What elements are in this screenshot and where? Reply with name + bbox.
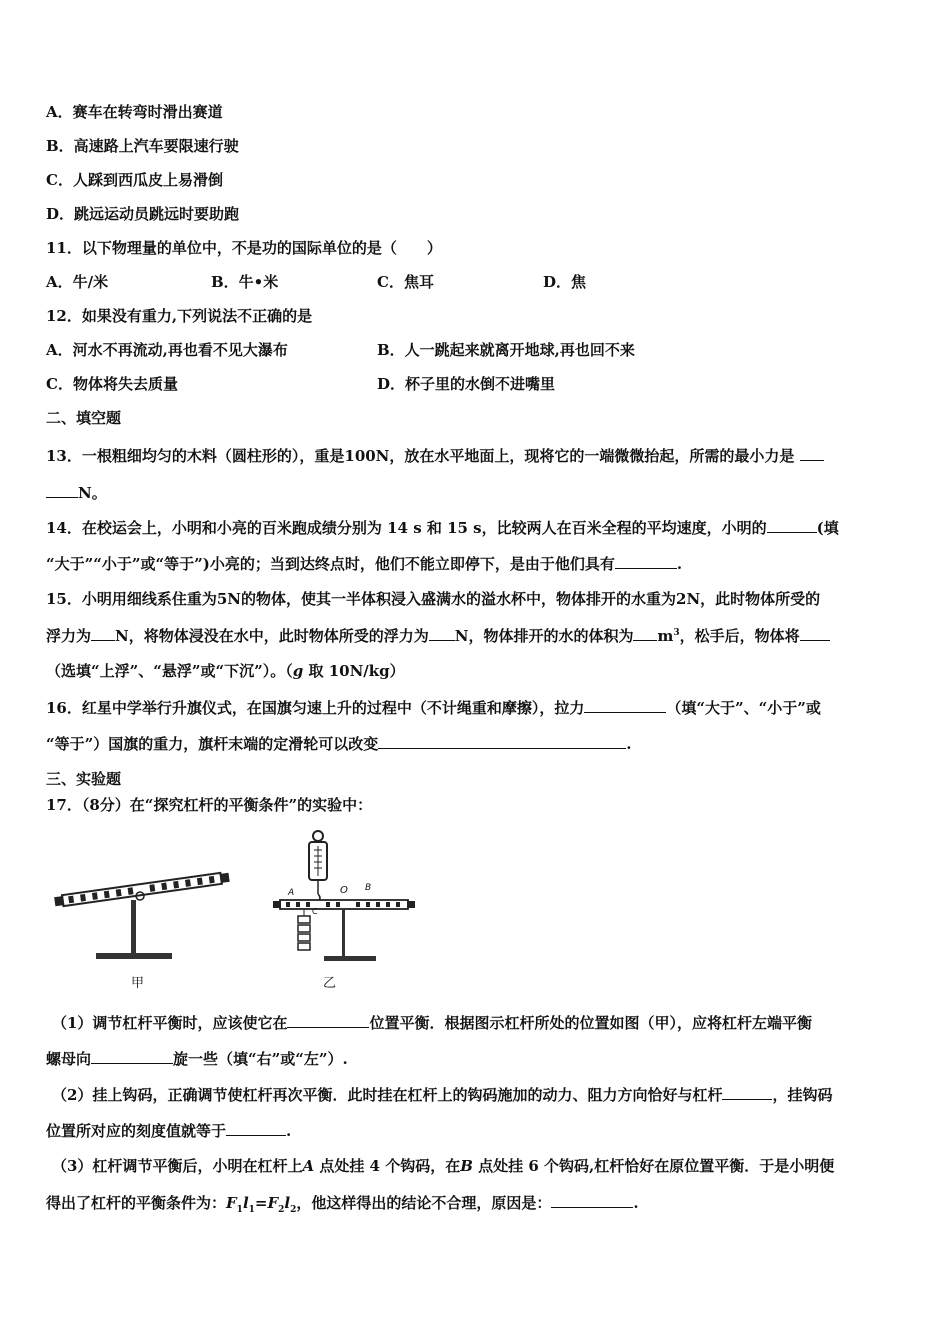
q16-blank2[interactable] — [378, 733, 626, 749]
q15-blank3[interactable] — [633, 625, 657, 641]
q15-text7: （选填“上浮”、“悬浮”或“下沉”）。（ — [46, 662, 293, 680]
q13-line1 — [46, 445, 824, 466]
q17-s3-point-a: A — [302, 1157, 315, 1175]
q14-text3: “大于”“小于”或“等于”)小亮的；当到达终点时，他们不能立即停下，是由于他们具有 — [46, 555, 615, 573]
q16-text3: “等于”）国旗的重力，旗杆末端的定滑轮可以改变 — [46, 735, 379, 753]
q17-s2-a: （2）挂上钩码，正确调节使杠杆再次平衡．此时挂在杠杆上的钩码施加的动力、阻力方向恰好与杠杆 — [52, 1086, 723, 1104]
q15-text6: ，松手后，物体将 — [679, 627, 800, 645]
q16-blank1[interactable] — [584, 697, 666, 713]
q17-s1-line1 — [52, 1012, 812, 1033]
scale-ring — [313, 831, 323, 841]
q12-stem: 12．如果没有重力,下列说法不正确的是 — [46, 307, 313, 325]
q15-blank4[interactable] — [800, 625, 830, 641]
q17-s3-b: 点处挂 4 个钩码，在 — [314, 1157, 461, 1175]
q13-text: 13．一根粗细均匀的木料（圆柱形的），重是100N，放在水平地面上，现将它的一端微微抬起，所需的最小力是 — [46, 447, 795, 465]
q17-blank2[interactable] — [91, 1048, 173, 1064]
q17-blank1[interactable] — [287, 1012, 369, 1028]
q13-blank[interactable] — [800, 445, 824, 461]
q17-blank3[interactable] — [722, 1084, 772, 1100]
point-a-label: A — [288, 888, 295, 898]
q17-s3-point-b: B — [460, 1157, 473, 1175]
formula-f1: F — [226, 1194, 237, 1212]
point-b-label: B — [365, 883, 372, 893]
section-fill-in-title: 二、填空题 — [46, 409, 122, 427]
formula-sub3: 2 — [278, 1205, 285, 1215]
q17-s3-d: 得出了杠杆的平衡条件为： — [46, 1194, 227, 1212]
figure-lever-jia — [50, 860, 235, 970]
q11-option-a: A．牛/米 — [46, 273, 109, 291]
formula-l1: l — [242, 1194, 249, 1212]
q11-option-c: C．焦耳 — [377, 273, 434, 291]
formula-l2: l — [284, 1194, 291, 1212]
point-c-label: C — [312, 907, 318, 916]
q17-s2-line1 — [52, 1084, 832, 1105]
q15-unit-sup: 3 — [673, 628, 680, 638]
figure-label-yi: 乙 — [323, 976, 337, 991]
q13-blank-cont[interactable] — [46, 482, 78, 498]
q14-text4: . — [676, 555, 683, 573]
q14-blank2[interactable] — [615, 553, 677, 569]
q15-text2: 浮力为 — [46, 627, 92, 645]
q17-s2-d: . — [286, 1122, 292, 1140]
q15-text8: 取 10N/kg） — [303, 662, 405, 680]
q15-text4: N，物体排开的水的体积为 — [454, 627, 634, 645]
q17-s3-line2 — [46, 1192, 639, 1213]
q17-s2-line2 — [46, 1120, 291, 1141]
q17-s1-line2 — [46, 1048, 348, 1069]
q12-option-b: B．人一跳起来就离开地球,再也回不来 — [377, 341, 635, 359]
q16-line1 — [46, 697, 821, 718]
q17-blank4[interactable] — [226, 1120, 286, 1136]
formula-sub1: 1 — [236, 1205, 243, 1215]
q13-unit: N。 — [78, 484, 107, 502]
q17-s1-a: （1）调节杠杆平衡时，应该使它在 — [52, 1014, 288, 1032]
q15-line1: 15．小明用细线系住重为5N的物体，使其一半体积浸入盛满水的溢水杯中，物体排开的水重为2N，此时物体所受的 — [46, 590, 821, 608]
q17-s1-d: 旋一些（填“右”或“左”）. — [173, 1050, 348, 1068]
q13-line2 — [46, 482, 107, 503]
q17-s3-e: ，他这样得出的结论不合理，原因是： — [296, 1194, 552, 1212]
q17-s2-c: 位置所对应的刻度值就等于 — [46, 1122, 227, 1140]
q17-s3-f: . — [633, 1194, 639, 1212]
q15-line2 — [46, 625, 830, 646]
q17-s2-b: ，挂钩码 — [772, 1086, 833, 1104]
q10-option-b: B．高速路上汽车要限速行驶 — [46, 137, 239, 155]
formula-sub4: 2 — [290, 1205, 297, 1215]
q15-blank1[interactable] — [91, 625, 115, 641]
stand-post — [131, 900, 136, 954]
q15-text3: N，将物体浸没在水中，此时物体所受的浮力为 — [115, 627, 429, 645]
figure-lever-yi — [270, 828, 415, 970]
q10-option-d: D．跳远运动员跳远时要助跑 — [46, 205, 240, 223]
stand-post — [342, 909, 345, 957]
q17-stem: 17．（8分）在“探究杠杆的平衡条件”的实验中： — [46, 796, 373, 814]
q14-text2: (填 — [816, 519, 839, 537]
q17-s3-line1 — [52, 1156, 834, 1176]
q17-s1-b: 位置平衡．根据图示杠杆所处的位置如图（甲），应将杠杆左端平衡 — [369, 1014, 812, 1032]
q11-option-b: B．牛•米 — [211, 273, 279, 291]
q17-s3-a: （3）杠杆调节平衡后，小明在杠杆上 — [52, 1157, 303, 1175]
tilted-lever — [54, 872, 230, 907]
formula-f2: F — [267, 1194, 279, 1212]
q12-option-a: A．河水不再流动,再也看不见大瀑布 — [46, 341, 288, 359]
q10-option-a: A．赛车在转弯时滑出赛道 — [46, 103, 223, 121]
q10-option-c: C．人踩到西瓜皮上易滑倒 — [46, 171, 223, 189]
q14-text1: 14．在校运会上，小明和小亮的百米跑成绩分别为 14 s 和 15 s，比较两人在百米全程的平均速度，小明的 — [46, 519, 767, 537]
right-nut — [220, 873, 230, 883]
q12-option-c: C．物体将失去质量 — [46, 375, 178, 393]
q15-line3 — [46, 661, 405, 681]
q15-blank2[interactable] — [429, 625, 455, 641]
q14-line2 — [46, 553, 682, 574]
formula-sub2: 1 — [248, 1205, 255, 1215]
q11-option-d: D．焦 — [543, 273, 587, 291]
figure-label-jia: 甲 — [131, 976, 145, 991]
q12-option-d: D．杯子里的水倒不进嘴里 — [377, 375, 556, 393]
q11-stem: 11．以下物理量的单位中，不是功的国际单位的是（ ） — [46, 239, 442, 257]
q16-text2: （填“大于”、“小于”或 — [666, 699, 821, 717]
section-experiment-title: 三、实验题 — [46, 770, 122, 788]
q14-line1 — [46, 517, 839, 538]
q16-line2 — [46, 733, 632, 754]
point-o-label: O — [340, 885, 348, 896]
left-nut — [54, 896, 64, 906]
formula-eq: = — [254, 1194, 268, 1212]
q14-blank1[interactable] — [767, 517, 817, 533]
q17-s3-c: 点处挂 6 个钩码,杠杆恰好在原位置平衡．于是小明便 — [472, 1157, 835, 1175]
q17-blank5[interactable] — [551, 1192, 633, 1208]
q16-text4: . — [626, 735, 632, 753]
hook-weights — [298, 916, 310, 950]
q15-g: g — [292, 662, 304, 680]
q16-text1: 16．红星中学举行升旗仪式，在国旗匀速上升的过程中（不计绳重和摩擦），拉力 — [46, 699, 585, 717]
q15-unit: m — [657, 627, 674, 645]
q17-s1-c: 螺母向 — [46, 1050, 92, 1068]
stand-base — [324, 956, 376, 961]
